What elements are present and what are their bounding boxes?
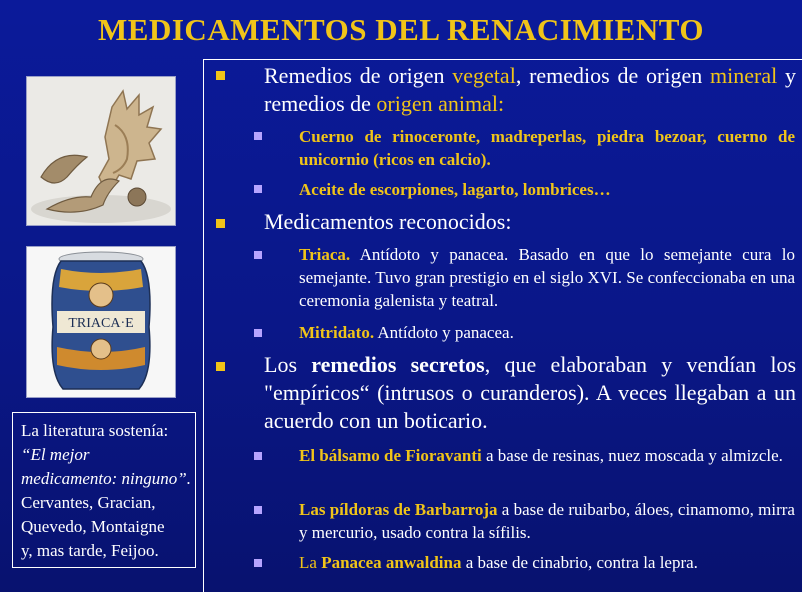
bullet-square bbox=[216, 219, 225, 228]
sub-bullet-square bbox=[254, 132, 262, 140]
bullet-recognized: Medicamentos reconocidos: bbox=[264, 209, 512, 234]
quote-line: La literatura sostenía: bbox=[21, 421, 169, 440]
triaca-jar-photo bbox=[26, 246, 176, 398]
bullet-origins: Remedios de origen vegetal, remedios de origen mineral y remedios de origen animal: bbox=[264, 63, 796, 116]
quote-line: “El mejor bbox=[21, 445, 90, 464]
shells-photo bbox=[26, 76, 176, 226]
sub-bullet-square bbox=[254, 329, 262, 337]
sub-bullet-square bbox=[254, 251, 262, 259]
sub-bullet-barbarroja: Las píldoras de Barbarroja a base de ruibarbo, áloes, cinamomo, mirra y mercurio, usado contra la sífilis. bbox=[299, 500, 795, 542]
sub-bullet-square bbox=[254, 506, 262, 514]
quote-line: y, mas tarde, Feijoo. bbox=[21, 541, 159, 560]
slide-title: MEDICAMENTOS DEL RENACIMIENTO bbox=[98, 12, 704, 47]
sub-bullet-square bbox=[254, 452, 262, 460]
sub-bullet-square bbox=[254, 559, 262, 567]
bullet-secret-remedies: Los remedios secretos, que elaboraban y vendían los "empíricos“ (intrusos o curanderos). A veces llegaban a un acuerdo con un boticario. bbox=[264, 352, 797, 433]
jar-label: TRIACA·E bbox=[68, 316, 134, 331]
jar-illustration bbox=[27, 247, 175, 397]
sub-bullet-calcium: Cuerno de rinoceronte, madreperlas, piedra bezoar, cuerno de unicornio (ricos en calcio). bbox=[299, 127, 795, 169]
bullet-square bbox=[216, 71, 225, 80]
quote-line: Quevedo, Montaigne bbox=[21, 517, 165, 536]
sub-bullet-square bbox=[254, 185, 262, 193]
sub-bullet-triaca: Triaca. Antídoto y panacea. Basado en que lo semejante cura lo semejante. Tuvo gran prestigio en el siglo XVI. Se confeccionaba en una ceremonia galenista y teatral. bbox=[299, 245, 795, 310]
sub-bullet-anwaldina: La Panacea anwaldina a base de cinabrio, contra la lepra. bbox=[299, 553, 698, 572]
shells-illustration bbox=[27, 77, 175, 225]
bullet-square bbox=[216, 362, 225, 371]
quote-line: Cervantes, Gracian, bbox=[21, 493, 156, 512]
sub-bullet-mitridato: Mitridato. Antídoto y panacea. bbox=[299, 323, 514, 342]
sub-bullet-oils: Aceite de escorpiones, lagarto, lombrices… bbox=[299, 180, 611, 199]
content-panel bbox=[203, 59, 802, 592]
quote-line: medicamento: ninguno”. bbox=[21, 469, 191, 488]
sub-bullet-fioravanti: El bálsamo de Fioravanti a base de resinas, nuez moscada y almizcle. bbox=[299, 446, 783, 465]
quote-box bbox=[12, 412, 196, 568]
